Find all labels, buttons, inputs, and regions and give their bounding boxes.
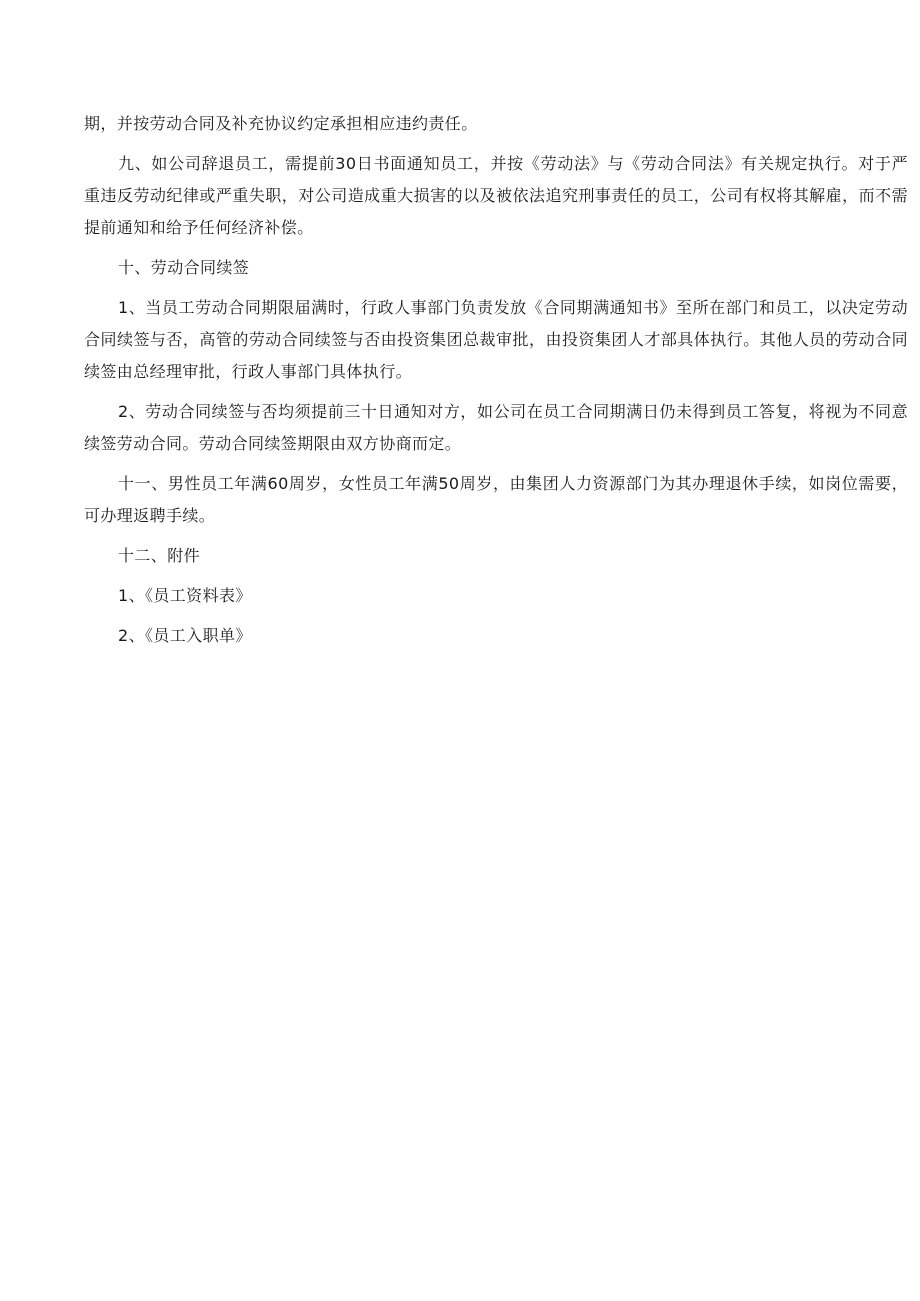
paragraph-clause-11: 十一、男性员工年满60周岁，女性员工年满50周岁，由集团人力资源部门为其办理退休手续，如岗位需要，可办理返聘手续。 bbox=[84, 474, 908, 525]
document-body bbox=[84, 108, 908, 660]
paragraph-clause-10-item-1: 1、当员工劳动合同期限届满时，行政人事部门负责发放《合同期满通知书》至所在部门和员工，以决定劳动合同续签与否，高管的劳动合同续签与否由投资集团总裁审批，由投资集团人才部具体执行。其他人员的劳动合同续签由总经理审批，行政人事部门具体执行。 bbox=[84, 298, 908, 381]
paragraph-clause-9: 九、如公司辞退员工，需提前30日书面通知员工，并按《劳动法》与《劳动合同法》有关规定执行。对于严重违反劳动纪律或严重失职，对公司造成重大损害的以及被依法追究刑事责任的员工，公司有权将其解雇，而不需提前通知和给予任何经济补偿。 bbox=[84, 154, 908, 237]
heading-clause-12: 十二、附件 bbox=[118, 546, 201, 565]
attachment-item-2: 2、《员工入职单》 bbox=[118, 626, 252, 645]
paragraph-continuation: 期，并按劳动合同及补充协议约定承担相应违约责任。 bbox=[84, 114, 478, 133]
heading-clause-10: 十、劳动合同续签 bbox=[118, 258, 250, 277]
attachment-item-1: 1、《员工资料表》 bbox=[118, 586, 252, 605]
paragraph-clause-10-item-2: 2、劳动合同续签与否均须提前三十日通知对方，如公司在员工合同期满日仍未得到员工答复，将视为不同意续签劳动合同。劳动合同续签期限由双方协商而定。 bbox=[84, 402, 908, 453]
